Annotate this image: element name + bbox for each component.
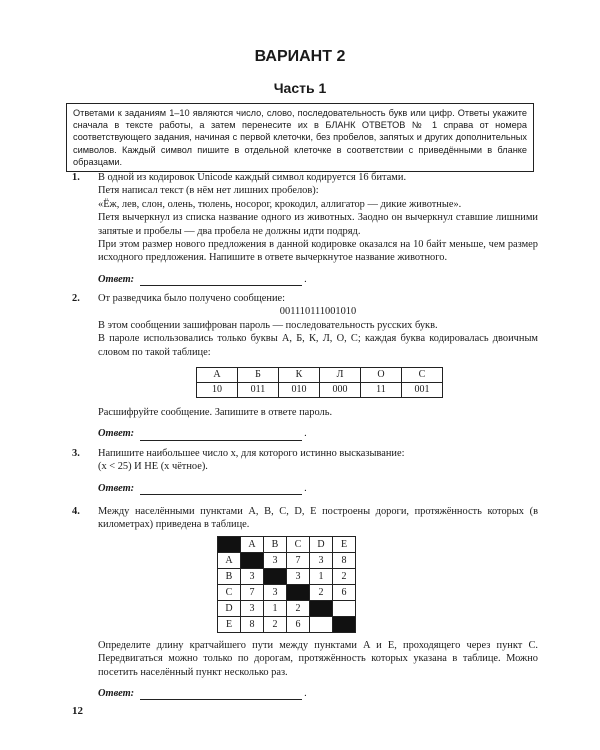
answer-row xyxy=(98,273,538,286)
answer-line[interactable] xyxy=(140,689,302,700)
distance-table-cell xyxy=(264,568,287,584)
distance-table-cell: 7 xyxy=(287,552,310,568)
task-text: Петя вычеркнул из списка название одного из животных. Заодно он вычеркнул ставшие лишними запятые и пробелы — два пробела не должны идти подряд. xyxy=(98,212,538,237)
task-text: Петя написал текст (в нём нет лишних пробелов): xyxy=(98,185,319,197)
distance-table-cell: 2 xyxy=(287,600,310,616)
distance-table-cell: 1 xyxy=(310,568,333,584)
page-number: 12 xyxy=(72,705,83,717)
distance-table-cell xyxy=(310,600,333,616)
distance-table-cell: 3 xyxy=(241,568,264,584)
code-table-letter: Б xyxy=(238,368,279,383)
distance-table-row xyxy=(218,552,356,568)
code-table-code: 10 xyxy=(197,383,238,398)
distance-table-row xyxy=(218,600,356,616)
distance-table-row xyxy=(218,568,356,584)
distance-table-header: E xyxy=(333,536,356,552)
answer-row xyxy=(98,687,538,700)
distance-table-cell: 3 xyxy=(264,584,287,600)
code-table-letter: С xyxy=(402,368,443,383)
answer-dot: . xyxy=(304,688,307,700)
distance-table-header-row xyxy=(218,536,356,552)
task-text: При этом размер нового предложения в данной кодировке оказался на 10 байт меньше, чем размер исходного предложения. Напишите в ответе вычеркнутое название животного. xyxy=(98,239,538,264)
code-table-code: 11 xyxy=(361,383,402,398)
distance-table-cell: 8 xyxy=(333,552,356,568)
distance-table-row-label: D xyxy=(218,600,241,616)
code-table-letter: А xyxy=(197,368,238,383)
answer-label: Ответ: xyxy=(98,482,135,494)
code-table-letter: К xyxy=(279,368,320,383)
code-table-codes-row xyxy=(197,383,443,398)
distance-table-cell: 2 xyxy=(333,568,356,584)
task-text: (x < 25) И НЕ (x чётное). xyxy=(98,461,208,473)
answer-line[interactable] xyxy=(140,484,302,495)
code-table-code: 001 xyxy=(402,383,443,398)
distance-table-cell: 6 xyxy=(287,616,310,632)
distance-table-header: A xyxy=(241,536,264,552)
code-table-letter: Л xyxy=(320,368,361,383)
distance-table-cell xyxy=(333,616,356,632)
variant-title: ВАРИАНТ 2 xyxy=(254,48,346,65)
encoded-message: 001110111001010 xyxy=(279,306,357,318)
code-table xyxy=(196,367,443,398)
task-text: Расшифруйте сообщение. Запишите в ответе пароль. xyxy=(98,407,333,419)
task-text: В этом сообщении зашифрован пароль — последовательность русских букв. xyxy=(98,319,438,331)
distance-table-cell xyxy=(287,584,310,600)
distance-table-cell: 2 xyxy=(310,584,333,600)
distance-table-header: C xyxy=(287,536,310,552)
answer-dot: . xyxy=(304,482,307,494)
distance-table xyxy=(217,536,356,633)
task-number: 2. xyxy=(72,293,80,304)
task-text: «Ёж, лев, слон, олень, тюлень, носорог, крокодил, аллигатор — дикие животные». xyxy=(98,198,462,210)
distance-table-row-label: C xyxy=(218,584,241,600)
distance-table-cell: 3 xyxy=(241,600,264,616)
distance-table-header: B xyxy=(264,536,287,552)
task-number: 3. xyxy=(72,448,80,459)
distance-table-cell: 2 xyxy=(264,616,287,632)
answer-row xyxy=(98,427,538,440)
task-text: Между населёнными пунктами A, B, C, D, E построены дороги, протяжённость которых (в километрах) приведена в таблице. xyxy=(98,506,538,531)
distance-table-header: D xyxy=(310,536,333,552)
task-number: 4. xyxy=(72,506,80,517)
task-text: В пароле использовались только буквы А, Б, К, Л, О, С; каждая буква кодировалась двоичным словом по такой таблице: xyxy=(98,333,538,358)
answer-dot: . xyxy=(304,428,307,440)
distance-table-cell: 3 xyxy=(264,552,287,568)
code-table-letter: О xyxy=(361,368,402,383)
distance-table-cell: 7 xyxy=(241,584,264,600)
distance-table-row-label: A xyxy=(218,552,241,568)
distance-table-cell xyxy=(241,552,264,568)
task-text: Напишите наибольшее число x, для которого истинно высказывание: xyxy=(98,448,405,459)
distance-table-row-label: B xyxy=(218,568,241,584)
task-text: От разведчика было получено сообщение: xyxy=(98,293,286,304)
distance-table-row xyxy=(218,616,356,632)
distance-table-row xyxy=(218,584,356,600)
code-table-code: 000 xyxy=(320,383,361,398)
answer-line[interactable] xyxy=(140,430,302,441)
distance-table-corner xyxy=(218,536,241,552)
answer-row xyxy=(98,482,538,495)
distance-table-cell xyxy=(310,616,333,632)
distance-table-cell xyxy=(333,600,356,616)
code-table-letters-row xyxy=(197,368,443,383)
code-table-code: 010 xyxy=(279,383,320,398)
distance-table-cell: 8 xyxy=(241,616,264,632)
answer-label: Ответ: xyxy=(98,273,135,285)
answer-line[interactable] xyxy=(140,275,302,286)
distance-table-cell: 3 xyxy=(287,568,310,584)
answer-dot: . xyxy=(304,273,307,285)
task-number: 1. xyxy=(72,172,80,183)
answer-label: Ответ: xyxy=(98,688,135,700)
answer-label: Ответ: xyxy=(98,428,135,440)
distance-table-row-label: E xyxy=(218,616,241,632)
instructions-box: Ответами к заданиям 1–10 являются число, слово, последовательность букв или цифр. Ответы укажите сначала в тексте работы, а затем перенесите их в БЛАНК ОТВЕТОВ № 1 справа от номера соответствующего задания, начиная с первой клеточки, без пробелов, запятых и других дополнительных символов. Каждый символ пишите в отдельной клеточке в соответствии с приведёнными в бланке образцами. xyxy=(66,103,534,172)
distance-table-cell: 1 xyxy=(264,600,287,616)
distance-table-cell: 6 xyxy=(333,584,356,600)
code-table-code: 011 xyxy=(238,383,279,398)
distance-table-cell: 3 xyxy=(310,552,333,568)
task-text: Определите длину кратчайшего пути между пунктами A и E, проходящего через пункт C. Передвигаться можно только по дорогам, протяжённость которых указана в таблице. Можно посетить населённый пункт несколько раз. xyxy=(98,639,538,678)
part-title: Часть 1 xyxy=(273,80,327,96)
task-text: В одной из кодировок Unicode каждый символ кодируется 16 битами. xyxy=(98,172,407,183)
